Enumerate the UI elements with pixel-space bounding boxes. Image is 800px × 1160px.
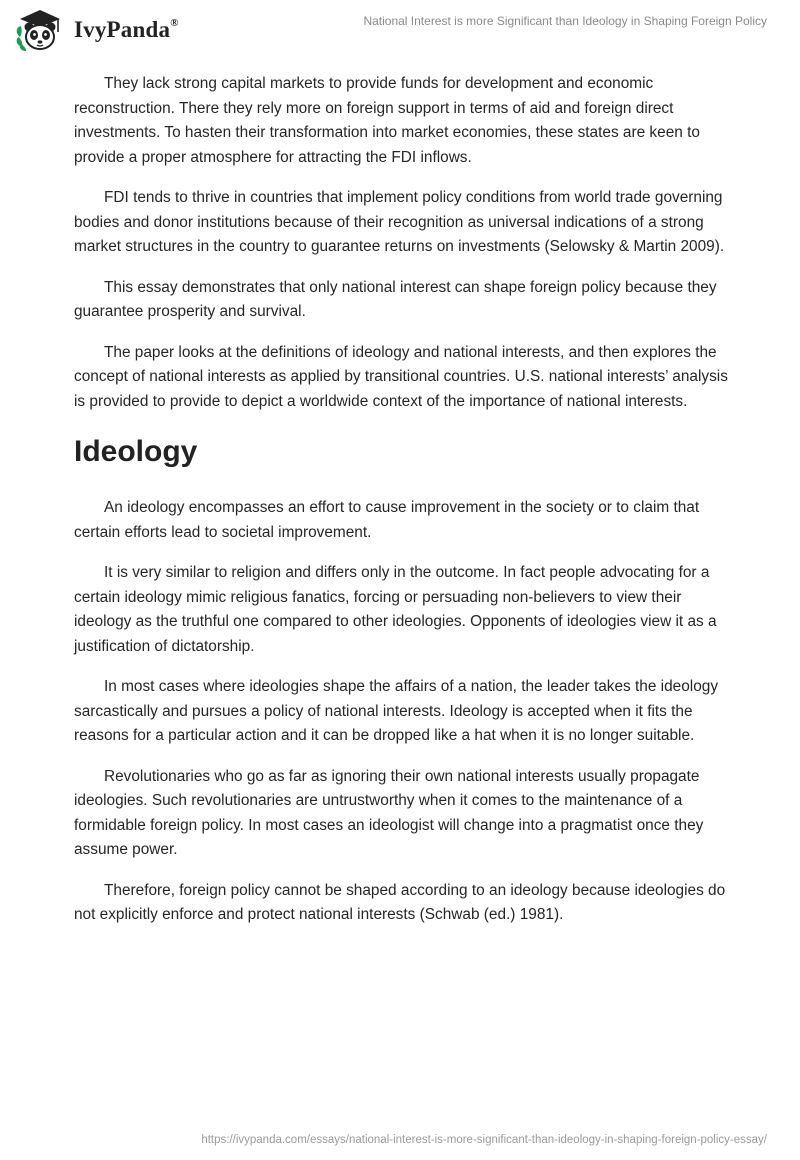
- page-header: [0, 0, 800, 60]
- paragraph: In most cases where ideologies shape the affairs of a nation, the leader takes the ideology sarcastically and pursues a policy of national interests. Ideology is accepted when it fits the reasons for a particular action and it can be dropped like a hat when it is no longer suitable.: [74, 678, 719, 744]
- paragraph: An ideology encompasses an effort to cause improvement in the society or to claim that certain efforts lead to societal improvement.: [74, 499, 700, 541]
- registered-mark: ®: [170, 17, 179, 30]
- panda-graduation-cap-icon: [14, 7, 66, 53]
- paragraph: They lack strong capital markets to provide funds for development and economic reconstruction. There they rely more on foreign support in terms of aid and foreign direct investments. To hasten their transformation into market economies, these states are keen to provide a proper atmosphere for attracting the FDI inflows.: [74, 75, 700, 166]
- brand-name: IvyPanda®: [74, 17, 179, 42]
- paragraph: Therefore, foreign policy cannot be shaped according to an ideology because ideologies do not explicitly enforce and protect national interests (Schwab (ed.) 1981).: [74, 881, 726, 923]
- paragraph: FDI tends to thrive in countries that implement policy conditions from world trade governing bodies and donor institutions because of their recognition as universal indications of a strong market structures in the country to guarantee returns on investments (Selowsky & Martin 2009).: [74, 189, 725, 255]
- paragraph: The paper looks at the definitions of ideology and national interests, and then explores the concept of national interests as applied by transitional countries. U.S. national interests’ analysis is provided to provide to depict a worldwide context of the importance of national interests.: [74, 343, 728, 410]
- paragraph: Revolutionaries who go as far as ignoring their own national interests usually propagate ideologies. Such revolutionaries are untrustworthy when it comes to the maintenance of a formidable foreign policy. In most cases an ideologist will change into a pragmatist once they assume power.: [74, 767, 704, 858]
- paragraph: This essay demonstrates that only national interest can shape foreign policy because they guarantee prosperity and survival.: [74, 278, 717, 320]
- document-title: National Interest is more Significant than Ideology in Shaping Foreign Policy: [363, 14, 767, 28]
- section-heading: Ideology: [74, 435, 198, 468]
- source-url[interactable]: https://ivypanda.com/essays/national-interest-is-more-significant-than-ideology-in-shaping-foreign-policy-essay/: [201, 1134, 767, 1146]
- essay-body: [74, 72, 734, 944]
- paragraph: It is very similar to religion and differs only in the outcome. In fact people advocating for a certain ideology mimic religious fanatics, forcing or persuading non-believers to view their ideology as the truthful one compared to other ideologies. Opponents of ideologies view it as a justification of dictatorship.: [74, 564, 717, 655]
- brand-logo[interactable]: [14, 7, 179, 53]
